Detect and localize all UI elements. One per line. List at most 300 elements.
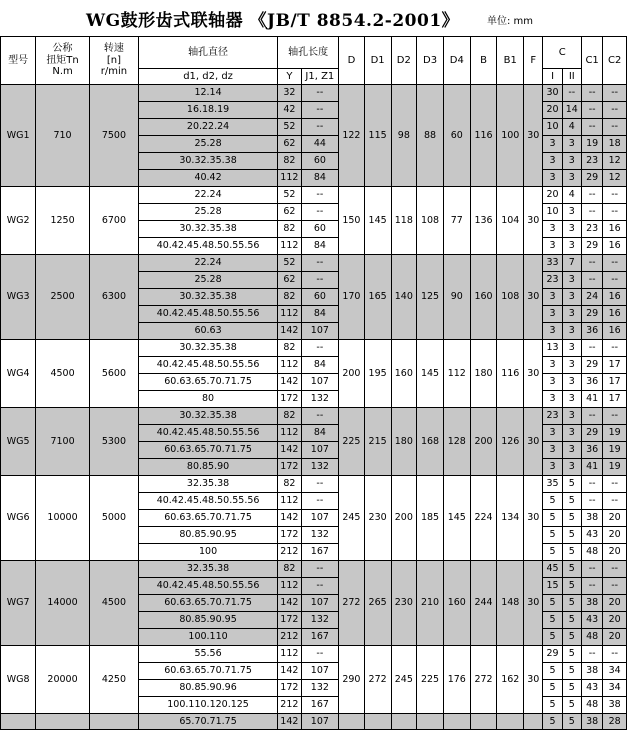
bore-diameter-cell: 25.28 xyxy=(139,136,278,153)
c-i-cell: 3 xyxy=(543,136,562,153)
dim-D4-cell: 176 xyxy=(443,646,470,714)
dim-D2-cell: 230 xyxy=(391,561,417,646)
c-ii-cell: 5 xyxy=(562,612,581,629)
speed-cell: 4500 xyxy=(89,561,138,646)
c2-cell: 20 xyxy=(603,527,627,544)
c1-cell: 48 xyxy=(581,544,602,561)
bore-length-y-cell: 112 xyxy=(278,170,302,187)
c-ii-cell: 4 xyxy=(562,187,581,204)
speed-cell: 5600 xyxy=(89,340,138,408)
bore-diameter-cell: 32.35.38 xyxy=(139,476,278,493)
bore-diameter-cell: 100.110 xyxy=(139,629,278,646)
bore-length-y-cell: 112 xyxy=(278,493,302,510)
c-i-cell: 5 xyxy=(543,680,562,697)
bore-diameter-cell: 60.63 xyxy=(139,323,278,340)
bore-length-j-cell: 60 xyxy=(301,153,338,170)
dim-D1-cell: 272 xyxy=(364,646,391,714)
bore-length-y-cell: 142 xyxy=(278,374,302,391)
c2-cell: 16 xyxy=(603,323,627,340)
c2-cell: 18 xyxy=(603,136,627,153)
bore-length-y-cell: 112 xyxy=(278,425,302,442)
bore-length-j-cell: 132 xyxy=(301,612,338,629)
dim-D4-cell xyxy=(443,714,470,730)
c1-cell: 43 xyxy=(581,680,602,697)
bore-length-y-cell: 212 xyxy=(278,629,302,646)
dim-D3-cell: 108 xyxy=(417,187,444,255)
bore-length-j-cell: 44 xyxy=(301,136,338,153)
c1-cell: 23 xyxy=(581,153,602,170)
table-row xyxy=(1,340,627,357)
header-C2: C2 xyxy=(603,37,627,85)
c2-cell: -- xyxy=(603,85,627,102)
bore-length-j-cell: -- xyxy=(301,408,338,425)
torque-cell: 710 xyxy=(36,85,90,187)
bore-length-j-cell: 167 xyxy=(301,697,338,714)
bore-length-j-cell: -- xyxy=(301,85,338,102)
c2-cell: 38 xyxy=(603,697,627,714)
c2-cell: 16 xyxy=(603,306,627,323)
bore-diameter-cell: 30.32.35.38 xyxy=(139,340,278,357)
c1-cell: 29 xyxy=(581,425,602,442)
bore-length-j-cell: 84 xyxy=(301,170,338,187)
bore-length-y-cell: 172 xyxy=(278,459,302,476)
header-F: F xyxy=(524,37,543,85)
bore-length-j-cell: 132 xyxy=(301,680,338,697)
bore-length-j-cell: -- xyxy=(301,119,338,136)
c2-cell: -- xyxy=(603,255,627,272)
dim-D3-cell: 185 xyxy=(417,476,444,561)
c-ii-cell: -- xyxy=(562,85,581,102)
dim-B-cell: 224 xyxy=(470,476,497,561)
c1-cell: 38 xyxy=(581,510,602,527)
c2-cell: 16 xyxy=(603,238,627,255)
c-ii-cell: 3 xyxy=(562,153,581,170)
bore-length-j-cell: 60 xyxy=(301,289,338,306)
bore-length-y-cell: 112 xyxy=(278,578,302,595)
c-ii-cell: 3 xyxy=(562,238,581,255)
header-C1: C1 xyxy=(581,37,602,85)
bore-diameter-cell: 40.42.45.48.50.55.56 xyxy=(139,493,278,510)
bore-diameter-cell: 40.42.45.48.50.55.56 xyxy=(139,238,278,255)
bore-length-y-cell: 42 xyxy=(278,102,302,119)
speed-cell xyxy=(89,714,138,730)
torque-cell: 1250 xyxy=(36,187,90,255)
c-ii-cell: 3 xyxy=(562,442,581,459)
bore-length-y-cell: 82 xyxy=(278,221,302,238)
dim-D-cell: 170 xyxy=(339,255,365,340)
c-ii-cell: 14 xyxy=(562,102,581,119)
bore-length-y-cell: 62 xyxy=(278,136,302,153)
dim-D3-cell: 225 xyxy=(417,646,444,714)
c-i-cell: 5 xyxy=(543,612,562,629)
dim-F-cell: 30 xyxy=(524,340,543,408)
dim-B-cell: 244 xyxy=(470,561,497,646)
c-i-cell: 33 xyxy=(543,255,562,272)
dim-D-cell xyxy=(339,714,365,730)
c-ii-cell: 5 xyxy=(562,663,581,680)
c-i-cell: 5 xyxy=(543,493,562,510)
bore-length-j-cell: 107 xyxy=(301,510,338,527)
dim-B-cell: 160 xyxy=(470,255,497,340)
header-speed: 转速 [n] r/min xyxy=(89,37,138,85)
c1-cell: 23 xyxy=(581,221,602,238)
c1-cell: -- xyxy=(581,561,602,578)
bore-length-j-cell: 107 xyxy=(301,374,338,391)
dim-D-cell: 122 xyxy=(339,85,365,187)
bore-length-j-cell: -- xyxy=(301,646,338,663)
c-ii-cell: 4 xyxy=(562,119,581,136)
c-ii-cell: 5 xyxy=(562,629,581,646)
dim-B1-cell: 108 xyxy=(497,255,524,340)
bore-length-y-cell: 142 xyxy=(278,663,302,680)
c2-cell: 17 xyxy=(603,391,627,408)
torque-cell: 14000 xyxy=(36,561,90,646)
c-i-cell: 20 xyxy=(543,187,562,204)
bore-diameter-cell: 40.42.45.48.50.55.56 xyxy=(139,357,278,374)
c2-cell: 20 xyxy=(603,595,627,612)
c1-cell: -- xyxy=(581,119,602,136)
dim-D2-cell: 200 xyxy=(391,476,417,561)
bore-diameter-cell: 25.28 xyxy=(139,204,278,221)
c-i-cell: 5 xyxy=(543,510,562,527)
bore-diameter-cell: 80.85.90.95 xyxy=(139,612,278,629)
bore-diameter-cell: 80.85.90.96 xyxy=(139,680,278,697)
model-cell: WG7 xyxy=(1,561,36,646)
bore-diameter-cell: 60.63.65.70.71.75 xyxy=(139,374,278,391)
torque-cell: 4500 xyxy=(36,340,90,408)
c-i-cell: 13 xyxy=(543,340,562,357)
c-i-cell: 10 xyxy=(543,204,562,221)
bore-diameter-cell: 16.18.19 xyxy=(139,102,278,119)
bore-length-j-cell: 84 xyxy=(301,306,338,323)
dim-B1-cell xyxy=(497,714,524,730)
dim-D1-cell: 165 xyxy=(364,255,391,340)
c2-cell: 12 xyxy=(603,153,627,170)
c-i-cell: 3 xyxy=(543,306,562,323)
bore-length-y-cell: 62 xyxy=(278,272,302,289)
dim-D-cell: 225 xyxy=(339,408,365,476)
c1-cell: 36 xyxy=(581,323,602,340)
c2-cell: -- xyxy=(603,408,627,425)
bore-diameter-cell: 60.63.65.70.71.75 xyxy=(139,595,278,612)
bore-length-y-cell: 142 xyxy=(278,714,302,730)
bore-diameter-cell: 25.28 xyxy=(139,272,278,289)
dim-B1-cell: 126 xyxy=(497,408,524,476)
c2-cell: 34 xyxy=(603,663,627,680)
c-ii-cell: 3 xyxy=(562,170,581,187)
c-ii-cell: 3 xyxy=(562,357,581,374)
c1-cell: -- xyxy=(581,493,602,510)
bore-diameter-cell: 65.70.71.75 xyxy=(139,714,278,730)
c2-cell: -- xyxy=(603,646,627,663)
dim-F-cell: 30 xyxy=(524,646,543,714)
c1-cell: 24 xyxy=(581,289,602,306)
dim-D4-cell: 145 xyxy=(443,476,470,561)
dim-F-cell: 30 xyxy=(524,255,543,340)
c-i-cell: 29 xyxy=(543,646,562,663)
bore-diameter-cell: 30.32.35.38 xyxy=(139,221,278,238)
c2-cell: 12 xyxy=(603,170,627,187)
bore-length-y-cell: 112 xyxy=(278,306,302,323)
bore-length-j-cell: 107 xyxy=(301,663,338,680)
c1-cell: -- xyxy=(581,340,602,357)
c-ii-cell: 3 xyxy=(562,221,581,238)
c-ii-cell: 3 xyxy=(562,136,581,153)
dim-D-cell: 200 xyxy=(339,340,365,408)
dim-B-cell: 200 xyxy=(470,408,497,476)
header-D3: D3 xyxy=(417,37,444,85)
c1-cell: 38 xyxy=(581,595,602,612)
bore-diameter-cell: 22.24 xyxy=(139,255,278,272)
bore-length-j-cell: 84 xyxy=(301,357,338,374)
bore-length-j-cell: 84 xyxy=(301,238,338,255)
dim-B-cell: 116 xyxy=(470,85,497,187)
c2-cell: -- xyxy=(603,204,627,221)
c2-cell: 19 xyxy=(603,442,627,459)
bore-length-y-cell: 82 xyxy=(278,408,302,425)
dim-D2-cell: 140 xyxy=(391,255,417,340)
bore-length-y-cell: 112 xyxy=(278,238,302,255)
table-row xyxy=(1,85,627,102)
dim-D4-cell: 112 xyxy=(443,340,470,408)
c1-cell: -- xyxy=(581,204,602,221)
bore-diameter-cell: 30.32.35.38 xyxy=(139,289,278,306)
header-bore-diameter: 轴孔直径 xyxy=(139,37,278,69)
header-D: D xyxy=(339,37,365,85)
bore-diameter-cell: 30.32.35.38 xyxy=(139,153,278,170)
c-i-cell: 45 xyxy=(543,561,562,578)
bore-diameter-cell: 60.63.65.70.71.75 xyxy=(139,663,278,680)
header-D2: D2 xyxy=(391,37,417,85)
c-ii-cell: 5 xyxy=(562,561,581,578)
bore-length-j-cell: -- xyxy=(301,493,338,510)
c1-cell: 48 xyxy=(581,629,602,646)
header-bore-length-j: J1, Z1 xyxy=(301,69,338,85)
dim-D1-cell xyxy=(364,714,391,730)
dim-D3-cell: 210 xyxy=(417,561,444,646)
bore-length-j-cell: 132 xyxy=(301,527,338,544)
c1-cell: 41 xyxy=(581,459,602,476)
c1-cell: 36 xyxy=(581,442,602,459)
c-i-cell: 3 xyxy=(543,221,562,238)
dim-D1-cell: 195 xyxy=(364,340,391,408)
c1-cell: -- xyxy=(581,408,602,425)
bore-length-y-cell: 142 xyxy=(278,442,302,459)
dim-B-cell xyxy=(470,714,497,730)
c-i-cell: 23 xyxy=(543,408,562,425)
title-bar xyxy=(0,0,627,36)
table-row xyxy=(1,476,627,493)
bore-length-y-cell: 32 xyxy=(278,85,302,102)
header-B1: B1 xyxy=(497,37,524,85)
dim-D-cell: 245 xyxy=(339,476,365,561)
c-ii-cell: 3 xyxy=(562,425,581,442)
bore-length-j-cell: 107 xyxy=(301,442,338,459)
model-cell: WG3 xyxy=(1,255,36,340)
dim-D4-cell: 160 xyxy=(443,561,470,646)
dim-B1-cell: 162 xyxy=(497,646,524,714)
dim-D1-cell: 215 xyxy=(364,408,391,476)
dim-B-cell: 180 xyxy=(470,340,497,408)
table-body xyxy=(1,85,627,730)
torque-cell: 10000 xyxy=(36,476,90,561)
c-ii-cell: 3 xyxy=(562,323,581,340)
dim-D4-cell: 60 xyxy=(443,85,470,187)
bore-length-j-cell: -- xyxy=(301,187,338,204)
bore-diameter-cell: 20.22.24 xyxy=(139,119,278,136)
dim-D4-cell: 77 xyxy=(443,187,470,255)
c-ii-cell: 3 xyxy=(562,408,581,425)
bore-length-y-cell: 142 xyxy=(278,323,302,340)
c1-cell: -- xyxy=(581,187,602,204)
bore-diameter-cell: 80 xyxy=(139,391,278,408)
c2-cell: -- xyxy=(603,272,627,289)
torque-cell: 2500 xyxy=(36,255,90,340)
c-i-cell: 3 xyxy=(543,425,562,442)
bore-diameter-cell: 12.14 xyxy=(139,85,278,102)
model-cell: WG2 xyxy=(1,187,36,255)
c2-cell: 20 xyxy=(603,544,627,561)
dim-D-cell: 290 xyxy=(339,646,365,714)
dim-D1-cell: 265 xyxy=(364,561,391,646)
c1-cell: 36 xyxy=(581,374,602,391)
c2-cell: 20 xyxy=(603,629,627,646)
c2-cell: -- xyxy=(603,340,627,357)
bore-length-y-cell: 172 xyxy=(278,612,302,629)
model-cell: WG1 xyxy=(1,85,36,187)
c-i-cell: 15 xyxy=(543,578,562,595)
c2-cell: 19 xyxy=(603,425,627,442)
c2-cell: 20 xyxy=(603,612,627,629)
model-cell: WG8 xyxy=(1,646,36,714)
dim-F-cell xyxy=(524,714,543,730)
header-D4: D4 xyxy=(443,37,470,85)
bore-length-y-cell: 212 xyxy=(278,697,302,714)
c2-cell: 34 xyxy=(603,680,627,697)
bore-diameter-cell: 40.42.45.48.50.55.56 xyxy=(139,578,278,595)
bore-diameter-cell: 32.35.38 xyxy=(139,561,278,578)
c1-cell: 38 xyxy=(581,663,602,680)
c-i-cell: 5 xyxy=(543,595,562,612)
c-ii-cell: 3 xyxy=(562,204,581,221)
bore-length-j-cell: -- xyxy=(301,102,338,119)
table-row xyxy=(1,646,627,663)
bore-length-j-cell: 107 xyxy=(301,595,338,612)
c2-cell: -- xyxy=(603,578,627,595)
bore-diameter-cell: 40.42.45.48.50.55.56 xyxy=(139,306,278,323)
bore-diameter-cell: 40.42 xyxy=(139,170,278,187)
bore-length-y-cell: 142 xyxy=(278,510,302,527)
c-ii-cell: 3 xyxy=(562,272,581,289)
c1-cell: 29 xyxy=(581,238,602,255)
header-torque: 公称 扭矩Tn N.m xyxy=(36,37,90,85)
c2-cell: -- xyxy=(603,561,627,578)
bore-diameter-cell: 60.63.65.70.71.75 xyxy=(139,442,278,459)
dim-D3-cell: 145 xyxy=(417,340,444,408)
bore-length-y-cell: 142 xyxy=(278,595,302,612)
header-C-I: I xyxy=(543,69,562,85)
c-ii-cell: 5 xyxy=(562,578,581,595)
header-D1: D1 xyxy=(364,37,391,85)
bore-diameter-cell: 55.56 xyxy=(139,646,278,663)
c2-cell: -- xyxy=(603,119,627,136)
c-i-cell: 3 xyxy=(543,153,562,170)
bore-length-y-cell: 82 xyxy=(278,153,302,170)
header-bore-length: 轴孔长度 xyxy=(278,37,339,69)
bore-diameter-cell: 80.85.90 xyxy=(139,459,278,476)
dim-F-cell: 30 xyxy=(524,187,543,255)
dim-D3-cell: 168 xyxy=(417,408,444,476)
table-row xyxy=(1,408,627,425)
c1-cell: 43 xyxy=(581,527,602,544)
c2-cell: -- xyxy=(603,102,627,119)
torque-cell: 20000 xyxy=(36,646,90,714)
bore-length-j-cell: -- xyxy=(301,255,338,272)
dim-D1-cell: 145 xyxy=(364,187,391,255)
table-row xyxy=(1,255,627,272)
dim-D2-cell: 160 xyxy=(391,340,417,408)
bore-length-y-cell: 62 xyxy=(278,204,302,221)
c-ii-cell: 7 xyxy=(562,255,581,272)
bore-length-y-cell: 172 xyxy=(278,391,302,408)
c2-cell: 28 xyxy=(603,714,627,730)
dim-D2-cell: 245 xyxy=(391,646,417,714)
speed-cell: 6300 xyxy=(89,255,138,340)
header-C-II: II xyxy=(562,69,581,85)
dim-D2-cell: 180 xyxy=(391,408,417,476)
bore-diameter-cell: 30.32.35.38 xyxy=(139,408,278,425)
c2-cell: 16 xyxy=(603,221,627,238)
bore-diameter-cell: 22.24 xyxy=(139,187,278,204)
dim-B1-cell: 104 xyxy=(497,187,524,255)
dim-B-cell: 136 xyxy=(470,187,497,255)
c-i-cell: 3 xyxy=(543,459,562,476)
bore-length-y-cell: 82 xyxy=(278,340,302,357)
bore-diameter-cell: 80.85.90.95 xyxy=(139,527,278,544)
c-ii-cell: 3 xyxy=(562,459,581,476)
c1-cell: -- xyxy=(581,646,602,663)
dim-B1-cell: 148 xyxy=(497,561,524,646)
bore-length-j-cell: 132 xyxy=(301,391,338,408)
c-i-cell: 3 xyxy=(543,170,562,187)
bore-length-j-cell: 132 xyxy=(301,459,338,476)
bore-length-j-cell: 84 xyxy=(301,425,338,442)
c-i-cell: 3 xyxy=(543,391,562,408)
page-title: WG鼓形齿式联轴器 《JB/T 8854.2-2001》 xyxy=(86,11,460,31)
dim-B-cell: 272 xyxy=(470,646,497,714)
speed-cell: 5000 xyxy=(89,476,138,561)
bore-length-y-cell: 52 xyxy=(278,255,302,272)
dim-B1-cell: 116 xyxy=(497,340,524,408)
unit-label: 单位: mm xyxy=(487,16,534,27)
dim-D3-cell xyxy=(417,714,444,730)
header-bore-diameter-sub: d1, d2, dz xyxy=(139,69,278,85)
c-ii-cell: 5 xyxy=(562,646,581,663)
c-i-cell: 3 xyxy=(543,289,562,306)
c-ii-cell: 5 xyxy=(562,714,581,730)
c-i-cell: 30 xyxy=(543,85,562,102)
c-ii-cell: 3 xyxy=(562,306,581,323)
speed-cell: 4250 xyxy=(89,646,138,714)
bore-diameter-cell: 60.63.65.70.71.75 xyxy=(139,510,278,527)
c2-cell: -- xyxy=(603,493,627,510)
c1-cell: 29 xyxy=(581,170,602,187)
c-i-cell: 5 xyxy=(543,663,562,680)
c-i-cell: 5 xyxy=(543,527,562,544)
bore-length-j-cell: 167 xyxy=(301,544,338,561)
c-i-cell: 3 xyxy=(543,357,562,374)
dim-D1-cell: 230 xyxy=(364,476,391,561)
